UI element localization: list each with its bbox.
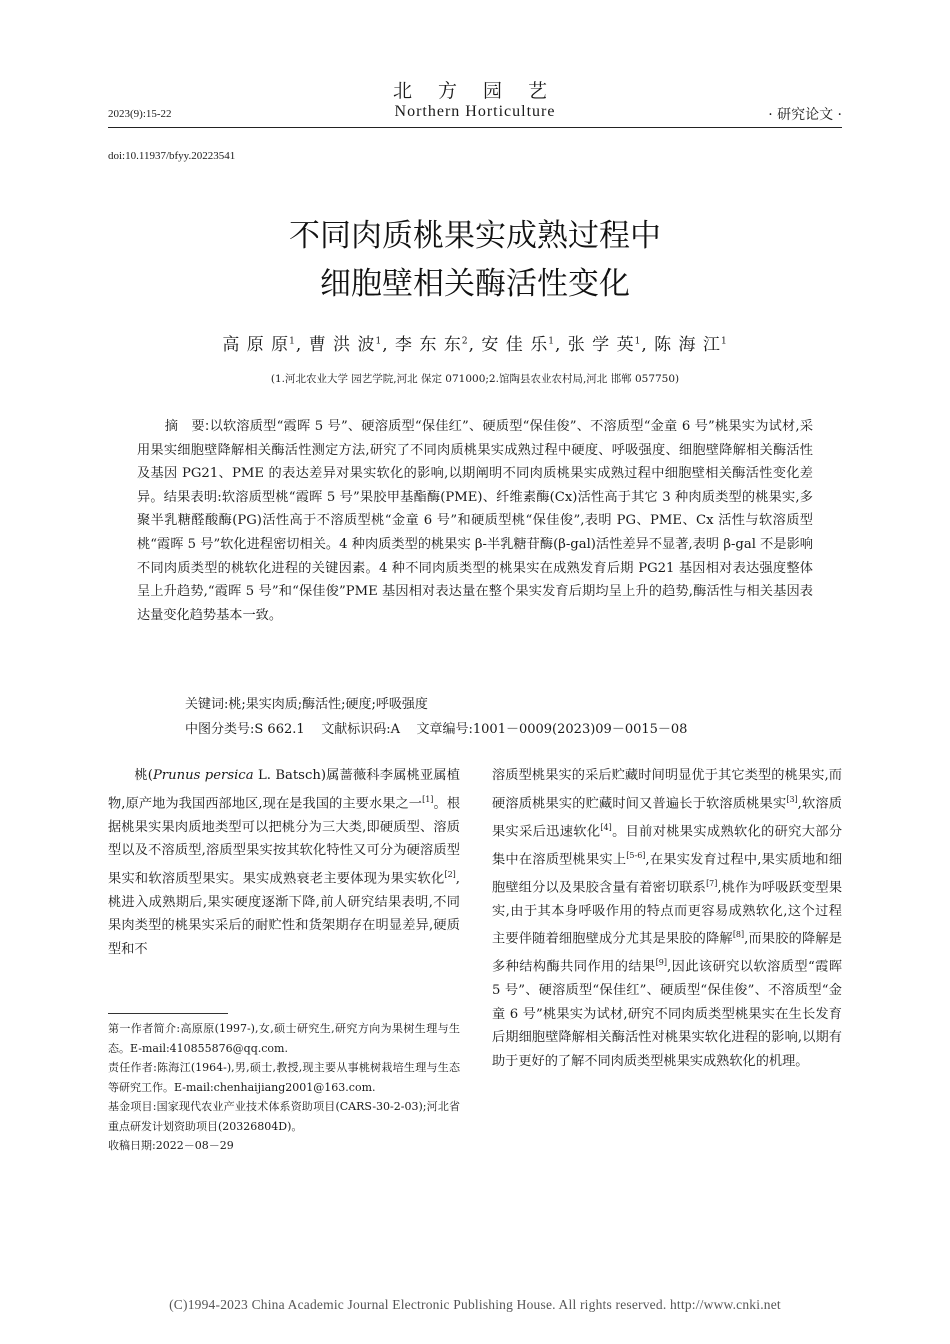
author: 安 佳 乐$^1$ [481,335,555,355]
abstract-label: 摘 要: [164,419,210,434]
issue-info: 2023(9):15-22 [108,108,172,120]
species-name: Prunus persica [152,768,254,783]
received-date: 收稿日期:2022－08－29 [108,1139,234,1152]
author: 曹 洪 波$^1$ [308,335,383,355]
citation-ref[interactable]: [4] [600,822,612,832]
author: 陈 海 江$^1$ [654,335,728,355]
clc-value: S 662.1 [254,722,305,737]
footnote-rule [108,1013,228,1014]
abstract-text: 以软溶质型“霞晖 5 号”、硬溶质型“保佳红”、硬质型“保佳俊”、不溶质型“金童 6 号”桃果实为试材,采用果实细胞壁降解相关酶活性测定方法,研究了不同肉质桃果实成熟过程中硬度、呼吸强度、细胞壁降解相关酶活性及基因 PG21、PME 的表达差异对果实软化的影响,以期阐明不同肉质桃果实成熟过程中细胞壁相关酶活性变化差异。结果表明:软溶质型桃“霞晖 5 号”果胶甲基酯酶(PME)、纤维素酶(Cx)活性高于其它 3 种肉质类型的桃果实,多聚半乳糖醛酸酶(PG)活性高于不溶质型桃“金童 6 号”和硬质型桃“保佳俊”,表明 PG、PME、Cx 活性与软溶质型桃“霞晖 5 号”软化进程密切相关。4 种肉质类型的桃果实 β-半乳糖苷酶(β-gal)活性差异不显著,表明 β-gal 不是影响不同肉质类型的桃软化进程的关键因素。4 种不同肉质类型的桃果实在成熟发育后期 PG21 基因相对表达强度整体呈上升趋势,“霞晖 5 号”和“保佳俊”PME 基因相对表达量在整个果实发育后期均呈上升的趋势,酶活性与相关基因表达量变化趋势基本一致。 [137,419,814,623]
author: 高 原 原$^1$ [222,335,296,355]
keywords [185,693,428,712]
article-no-label: 文章编号: [416,722,473,737]
doc-code-label: 文献标识码: [321,722,391,737]
title-line-2: 细胞壁相关酶活性变化 [320,266,630,302]
section-label: · 研究论文 · [768,107,842,123]
citation-ref[interactable]: [5-6] [626,850,646,860]
title-line-1: 不同肉质桃果实成熟过程中 [289,218,661,254]
first-author-note: 第一作者简介:高原原(1997-),女,硕士研究生,研究方向为果树生理与生态。E-mail:410855876@qq.com. [108,1022,460,1055]
journal-name-en: Northern Horticulture [394,103,556,120]
affiliations: (1.河北农业大学 园艺学院,河北 保定 071000;2.馆陶县农业农村局,河北 邯郸 057750) [270,373,680,385]
header-rule [108,127,842,128]
journal-name-cn: 北 方 园 艺 [392,80,558,102]
article-title [0,212,950,308]
keywords-text: 桃;果实肉质;酶活性;硬度;呼吸强度 [228,697,428,712]
citation-ref[interactable]: [1] [422,794,434,804]
funding-note: 基金项目:国家现代农业产业技术体系资助项目(CARS-30-2-03);河北省重点研发计划资助项目(20326804D)。 [108,1100,460,1133]
intro-paragraph-continued: 溶质型桃果实的采后贮藏时间明显优于其它类型的桃果实,而硬溶质桃果实的贮藏时间又普遍长于软溶质桃果实[3],软溶质果实采后迅速软化[4]。目前对桃果实成熟软化的研究大部分集中在溶质型桃果实上[5-6],在果实发育过程中,果实质地和细胞壁组分以及果胶含量有着密切联系[7],桃作为呼吸跃变型果实,由于其本身呼吸作用的特点而更容易成熟软化,这个过程主要伴随着细胞壁成分尤其是果胶的降解[8],而果胶的降解是多种结构酶共同作用的结果[9],因此该研究以软溶质型“霞晖 5 号”、硬溶质型“保佳红”、硬质型“保佳俊”、不溶质型“金童 6 号”桃果实为试材,研究不同肉质类型桃果实在生长发育后期细胞壁降解相关酶活性对桃果实软化进程的影响,以期有助于更好的了解不同肉质类型桃果实成熟软化的机理。 [492,768,843,1069]
copyright-footer: (C)1994-2023 China Academic Journal Electronic Publishing House. All rights reserved. http://www.cnki.net [169,1297,781,1312]
citation-ref[interactable]: [3] [786,794,798,804]
citation-ref[interactable]: [9] [655,958,667,968]
citation-ref[interactable]: [8] [732,930,745,940]
author: 李 东 东$^2$ [395,335,469,355]
corresponding-author-note: 责任作者:陈海江(1964-),男,硕士,教授,现主要从事桃树栽培生理与生态等研究工作。E-mail:chenhaijiang2001@163.com. [108,1061,460,1094]
abstract [137,415,813,627]
classification-line [185,718,687,737]
citation-ref[interactable]: [7] [706,878,718,888]
doi[interactable]: doi:10.11937/bfyy.20223541 [108,150,236,162]
keywords-label: 关键词: [185,697,229,712]
body-column-left [108,764,460,962]
body-column-right [492,764,842,1073]
author: 张 学 英$^1$ [567,335,642,355]
clc-label: 中图分类号: [185,722,255,737]
intro-paragraph: 桃(Prunus persica L. Batsch)属蔷薇科李属桃亚属植物,原产地为我国西部地区,现在是我国的主要水果之一[1]。根据桃果实果肉质地类型可以把桃分为三大类,即硬质型、溶质型以及不溶质型,溶质型果实按其软化特性又可分为硬溶质型果实和软溶质型果实。果实成熟衰老主要体现为果实软化[2],桃进入成熟期后,果实硬度逐渐下降,前人研究结果表明,不同果肉类型的桃果实采后的耐贮性和货架期存在明显差异,硬质型和不 [108,768,461,957]
doc-code-value: A [390,722,400,737]
footnotes [108,1019,460,1156]
author-list: 高 原 原$^1$, 曹 洪 波$^1$, 李 东 东$^2$, 安 佳 乐$^1$, 张 学 英$^1$, 陈 海 江$^1$ [222,335,728,355]
article-no-value: 1001－0009(2023)09－0015－08 [472,722,688,737]
citation-ref[interactable]: [2] [444,869,456,879]
